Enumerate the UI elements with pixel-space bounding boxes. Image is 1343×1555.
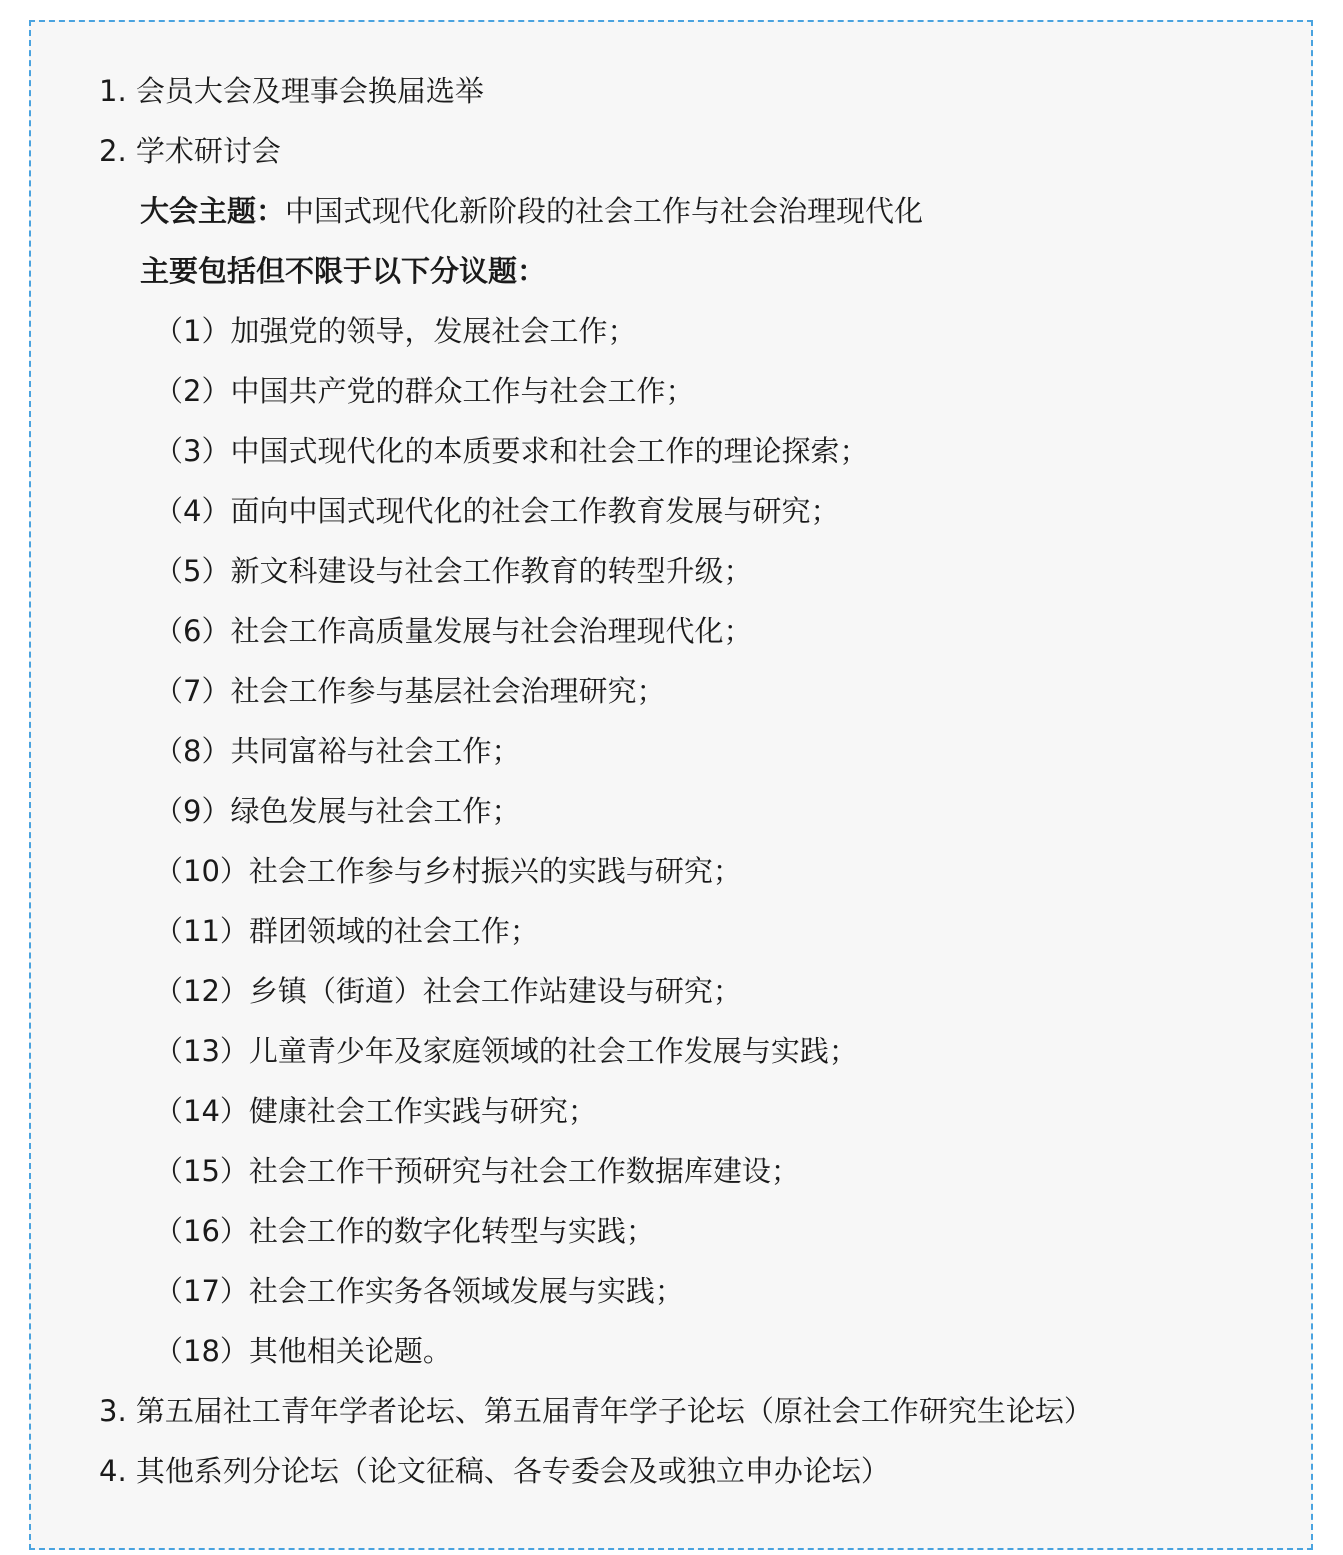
subtopic-number: （13）	[154, 1034, 249, 1068]
item-text: 第五届社工青年学者论坛、第五届青年学子论坛（原社会工作研究生论坛）	[135, 1394, 1093, 1428]
subtopic-item	[154, 493, 839, 529]
subtopic-text: 健康社会工作实践与研究；	[248, 1094, 597, 1128]
subtopic-item	[154, 793, 520, 829]
item-number: 4.	[99, 1454, 127, 1488]
subtopic-item	[154, 613, 752, 649]
subtopic-item	[154, 973, 742, 1009]
subtopic-item	[154, 733, 520, 769]
subtopic-item	[154, 313, 636, 349]
subtopic-text: 绿色发展与社会工作；	[230, 794, 521, 828]
subtopic-text: 中国式现代化的本质要求和社会工作的理论探索；	[230, 434, 869, 468]
item-text: 会员大会及理事会换届选举	[135, 74, 484, 108]
item-number: 1.	[99, 74, 127, 108]
item-text: 其他系列分论坛（论文征稿、各专委会及或独立申办论坛）	[135, 1454, 890, 1488]
subtopic-item	[154, 913, 539, 949]
subtopic-number: （14）	[154, 1094, 249, 1128]
theme-value: 中国式现代化新阶段的社会工作与社会治理现代化	[285, 194, 924, 228]
subtopic-item	[154, 1033, 858, 1069]
subtopic-item	[154, 433, 868, 469]
subtopic-number: （1）	[154, 314, 231, 348]
subtopic-number: （7）	[154, 674, 231, 708]
subtopic-item	[154, 853, 742, 889]
subtopic-number: （15）	[154, 1154, 249, 1188]
subtopic-item	[154, 1213, 655, 1249]
list-item	[99, 1393, 1093, 1429]
subtopic-text: 社会工作参与乡村振兴的实践与研究；	[248, 854, 742, 888]
subtopic-text: 新文科建设与社会工作教育的转型升级；	[230, 554, 753, 588]
subtopic-text: 乡镇（街道）社会工作站建设与研究；	[248, 974, 742, 1008]
subtopic-number: （4）	[154, 494, 231, 528]
item-number: 3.	[99, 1394, 127, 1428]
subtopics-heading: 主要包括但不限于以下分议题：	[140, 254, 547, 288]
subtopic-number: （16）	[154, 1214, 249, 1248]
subtopic-text: 儿童青少年及家庭领域的社会工作发展与实践；	[248, 1034, 858, 1068]
subtopic-text: 社会工作参与基层社会治理研究；	[230, 674, 666, 708]
subtopic-item	[154, 1153, 800, 1189]
subtopic-item	[154, 1273, 684, 1309]
subtopic-text: 社会工作的数字化转型与实践；	[248, 1214, 655, 1248]
subtopic-number: （9）	[154, 794, 231, 828]
subtopic-item	[154, 553, 752, 589]
subtopic-number: （2）	[154, 374, 231, 408]
subtopic-number: （12）	[154, 974, 249, 1008]
item-number: 2.	[99, 134, 127, 168]
subtopic-text: 共同富裕与社会工作；	[230, 734, 521, 768]
subtopic-number: （8）	[154, 734, 231, 768]
subtopic-number: （6）	[154, 614, 231, 648]
list-item	[99, 133, 281, 169]
subtopic-number: （11）	[154, 914, 249, 948]
subtopic-text: 面向中国式现代化的社会工作教育发展与研究；	[230, 494, 840, 528]
subtopic-text: 群团领域的社会工作；	[248, 914, 539, 948]
subtopic-item	[154, 1333, 452, 1369]
subtopic-text: 中国共产党的群众工作与社会工作；	[230, 374, 695, 408]
subtopic-text: 社会工作实务各领域发展与实践；	[248, 1274, 684, 1308]
subtopic-number: （17）	[154, 1274, 249, 1308]
subtopic-item	[154, 673, 665, 709]
subtopic-number: （18）	[154, 1334, 249, 1368]
subtopic-text: 加强党的领导，发展社会工作；	[230, 314, 637, 348]
subtopic-text: 其他相关论题。	[248, 1334, 452, 1368]
content-box	[29, 20, 1313, 1550]
subtopic-item	[154, 1093, 597, 1129]
subtopic-number: （3）	[154, 434, 231, 468]
subtopic-number: （10）	[154, 854, 249, 888]
theme-label: 大会主题：	[140, 194, 286, 228]
theme-line	[140, 193, 923, 229]
item-text: 学术研讨会	[135, 134, 281, 168]
subtopic-number: （5）	[154, 554, 231, 588]
subtopic-text: 社会工作高质量发展与社会治理现代化；	[230, 614, 753, 648]
subtopic-text: 社会工作干预研究与社会工作数据库建设；	[248, 1154, 800, 1188]
list-item	[99, 73, 484, 109]
subtopic-item	[154, 373, 694, 409]
list-item	[99, 1453, 890, 1489]
